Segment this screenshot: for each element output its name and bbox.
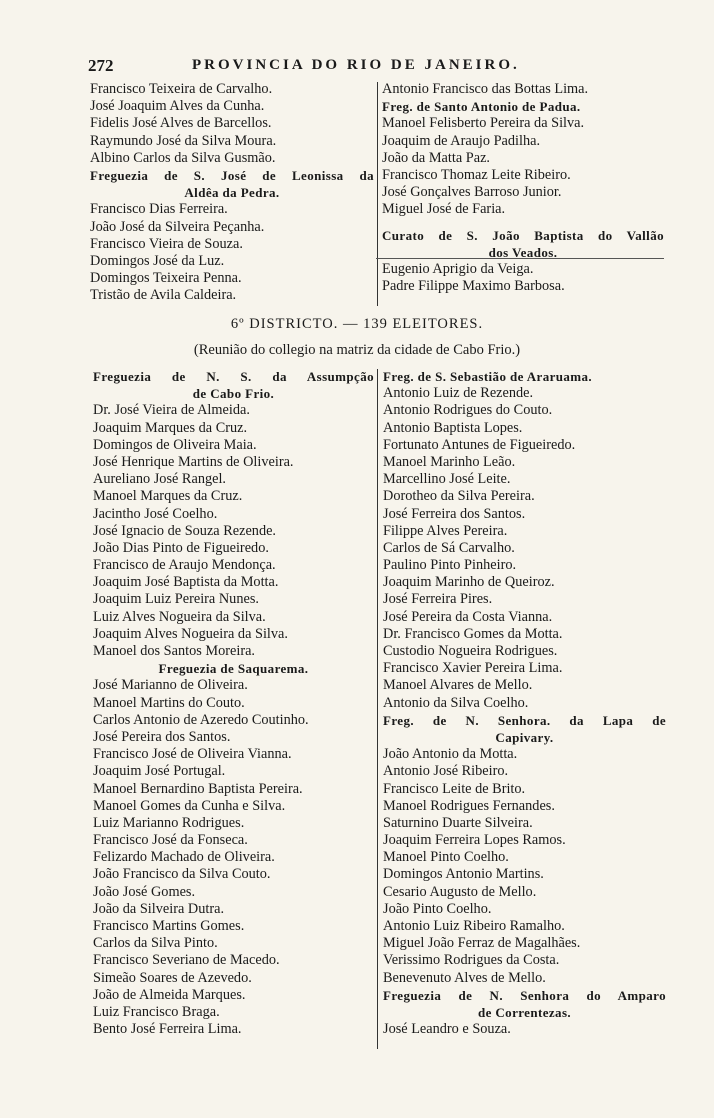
elector-name: Francisco Thomaz Leite Ribeiro.	[382, 166, 571, 183]
elector-name: Antonio Francisco das Bottas Lima.	[382, 81, 589, 97]
elector-name: Luiz Alves Nogueira da Silva.	[93, 608, 266, 625]
elector-name: Bento José Ferreira Lima.	[93, 1021, 242, 1038]
elector-name: Saturnino Duarte Silveira.	[383, 814, 533, 831]
elector-name: José Henrique Martins de Oliveira.	[93, 453, 294, 470]
elector-name: Raymundo José da Silva Moura.	[90, 132, 277, 149]
elector-name: Dr. Francisco Gomes da Motta.	[383, 625, 563, 642]
elector-name: José Marianno de Oliveira.	[93, 677, 248, 694]
parish-heading: Freg. de N. Senhora. da Lapa de	[383, 712, 666, 728]
elector-name: Albino Carlos da Silva Gusmão.	[90, 149, 276, 166]
meeting-note: (Reunião do collegio na matriz da cidade de Cabo Frio.)	[193, 342, 521, 358]
elector-name: Manoel Marques da Cruz.	[93, 488, 243, 505]
page-header	[88, 56, 670, 78]
elector-name: Joaquim Luiz Pereira Nunes.	[93, 591, 259, 608]
elector-name: José Ferreira Pires.	[383, 591, 493, 608]
elector-name: Verissimo Rodrigues da Costa.	[383, 952, 560, 969]
elector-name: Marcellino José Leite.	[383, 471, 511, 488]
elector-name: Manoel Marinho Leão.	[383, 453, 516, 470]
parish-heading: Freg. de Santo Antonio de Padua.	[382, 99, 581, 115]
district-heading: 6º DISTRICTO. — 139 ELEITORES.	[230, 316, 484, 332]
elector-name: Manoel Alvares de Mello.	[383, 677, 533, 694]
elector-name: Carlos Antonio de Azeredo Coutinho.	[93, 711, 309, 728]
elector-name: José Gonçalves Barroso Junior.	[382, 184, 562, 201]
elector-name: Joaquim Alves Nogueira da Silva.	[93, 625, 288, 642]
elector-name: João Francisco da Silva Couto.	[93, 866, 271, 883]
elector-name: Francisco José da Fonseca.	[93, 832, 248, 849]
elector-name: Antonio José Ribeiro.	[383, 763, 509, 780]
parish-heading: Freguezia de N. S. da Assumpção	[93, 369, 374, 384]
parish-heading: de Correntezas.	[477, 1004, 572, 1020]
elector-name: Paulino Pinto Pinheiro.	[383, 557, 517, 574]
elector-name: Joaquim Marques da Cruz.	[93, 419, 248, 436]
elector-name: Domingos José da Luz.	[90, 252, 225, 269]
elector-name: Francisco Teixeira de Carvalho.	[90, 81, 273, 97]
elector-name: Luiz Marianno Rodrigues.	[93, 814, 245, 831]
elector-name: Jacintho José Coelho.	[93, 505, 218, 522]
elector-name: Manoel Martins do Couto.	[93, 694, 245, 711]
elector-name: Joaquim de Araujo Padilha.	[382, 132, 541, 149]
elector-name: Francisco Leite de Brito.	[383, 780, 526, 797]
elector-name: João da Matta Paz.	[382, 149, 490, 166]
elector-name: Simeão Soares de Azevedo.	[93, 969, 252, 986]
spacer	[382, 219, 664, 227]
elector-name: Domingos de Oliveira Maia.	[93, 436, 257, 453]
parish-heading: Freguezia de Saquarema.	[158, 661, 309, 677]
elector-name: Padre Filippe Maximo Barbosa.	[382, 278, 565, 295]
elector-name: Francisco José de Oliveira Vianna.	[93, 746, 292, 763]
elector-name: Francisco Vieira de Souza.	[90, 235, 243, 252]
elector-name: José Joaquim Alves da Cunha.	[90, 98, 265, 115]
elector-name: José Leandro e Souza.	[383, 1021, 511, 1038]
elector-name: Domingos Teixeira Penna.	[90, 270, 242, 287]
elector-name: Antonio Luiz Ribeiro Ramalho.	[383, 918, 565, 934]
elector-name: Felizardo Machado de Oliveira.	[93, 849, 275, 866]
elector-name: Aureliano José Rangel.	[93, 471, 227, 488]
elector-name: Joaquim José Portugal.	[93, 763, 226, 780]
elector-name: José Ferreira dos Santos.	[383, 505, 526, 522]
elector-name: Fortunato Antunes de Figueiredo.	[383, 436, 576, 453]
elector-name: Francisco de Araujo Mendonça.	[93, 557, 276, 574]
elector-name: João Dias Pinto de Figueiredo.	[93, 539, 269, 556]
elector-name: Luiz Francisco Braga.	[93, 1003, 220, 1020]
elector-name: Custodio Nogueira Rodrigues.	[383, 643, 558, 659]
elector-name: Antonio Luiz de Rezende.	[383, 385, 534, 402]
parish-heading: Freg. de S. Sebastião de Araruama.	[383, 369, 593, 384]
elector-name: Cesario Augusto de Mello.	[383, 883, 537, 900]
page-title: PROVINCIA DO RIO DE JANEIRO.	[192, 57, 520, 73]
elector-name: Manoel Felisberto Pereira da Silva.	[382, 115, 585, 132]
lower-right-column	[383, 368, 666, 1038]
elector-name: Francisco Xavier Pereira Lima.	[383, 660, 563, 677]
elector-name: Antonio Baptista Lopes.	[383, 419, 523, 436]
elector-name: Manoel Rodrigues Fernandes.	[383, 797, 555, 814]
elector-name: João Pinto Coelho.	[383, 900, 492, 917]
elector-name: Tristão de Avila Caldeira.	[90, 287, 237, 304]
elector-name: Antonio da Silva Coelho.	[383, 694, 529, 711]
elector-name: Miguel João Ferraz de Magalhães.	[383, 935, 581, 952]
parish-heading: Freguezia de S. José de Leonissa da	[90, 167, 374, 183]
elector-name: Eugenio Aprigio da Veiga.	[382, 260, 534, 277]
lower-left-column	[93, 368, 374, 1038]
parish-heading: Aldêa da Pedra.	[184, 185, 280, 201]
upper-right-column	[382, 81, 664, 295]
elector-name: João Antonio da Motta.	[383, 746, 518, 763]
elector-name: Antonio Rodrigues do Couto.	[383, 402, 553, 419]
elector-name: Carlos da Silva Pinto.	[93, 935, 218, 952]
elector-name: Manoel Gomes da Cunha e Silva.	[93, 797, 286, 814]
elector-name: Joaquim Marinho de Queiroz.	[383, 574, 555, 591]
elector-name: Fidelis José Alves de Barcellos.	[90, 115, 272, 132]
elector-name: Manoel dos Santos Moreira.	[93, 643, 256, 659]
elector-name: Manoel Pinto Coelho.	[383, 849, 509, 866]
elector-name: José Ignacio de Souza Rezende.	[93, 522, 277, 539]
elector-name: Francisco Dias Ferreira.	[90, 201, 228, 218]
parish-heading: dos Veados.	[488, 244, 558, 260]
parish-heading: Curato de S. João Baptista do Vallão	[382, 227, 664, 243]
elector-name: Benevenuto Alves de Mello.	[383, 969, 546, 986]
parish-heading: de Cabo Frio.	[192, 386, 275, 402]
elector-name: Manoel Bernardino Baptista Pereira.	[93, 780, 303, 797]
elector-name: Joaquim José Baptista da Motta.	[93, 574, 279, 591]
elector-name: João de Almeida Marques.	[93, 986, 246, 1003]
elector-name: João José Gomes.	[93, 883, 196, 900]
elector-name: Dorotheo da Silva Pereira.	[383, 488, 535, 505]
elector-name: Joaquim Ferreira Lopes Ramos.	[383, 832, 566, 849]
elector-name: Dr. José Vieira de Almeida.	[93, 402, 250, 419]
column-divider-upper	[377, 82, 378, 306]
elector-name: Francisco Severiano de Macedo.	[93, 952, 280, 969]
elector-name: Miguel José de Faria.	[382, 201, 506, 218]
section-separator	[376, 258, 664, 259]
elector-name: Carlos de Sá Carvalho.	[383, 539, 515, 556]
page-number: 272	[88, 56, 114, 75]
elector-name: José Pereira da Costa Vianna.	[383, 608, 553, 625]
column-divider-lower	[377, 369, 378, 1049]
upper-left-column	[90, 81, 374, 304]
elector-name: João José da Silveira Peçanha.	[90, 218, 265, 235]
elector-name: José Pereira dos Santos.	[93, 728, 231, 745]
elector-name: João da Silveira Dutra.	[93, 900, 225, 917]
parish-heading: Capivary.	[495, 729, 554, 745]
parish-heading: Freguezia de N. Senhora do Amparo	[383, 987, 666, 1003]
elector-name: Filippe Alves Pereira.	[383, 522, 508, 539]
elector-name: Francisco Martins Gomes.	[93, 918, 245, 934]
elector-name: Domingos Antonio Martins.	[383, 866, 544, 883]
